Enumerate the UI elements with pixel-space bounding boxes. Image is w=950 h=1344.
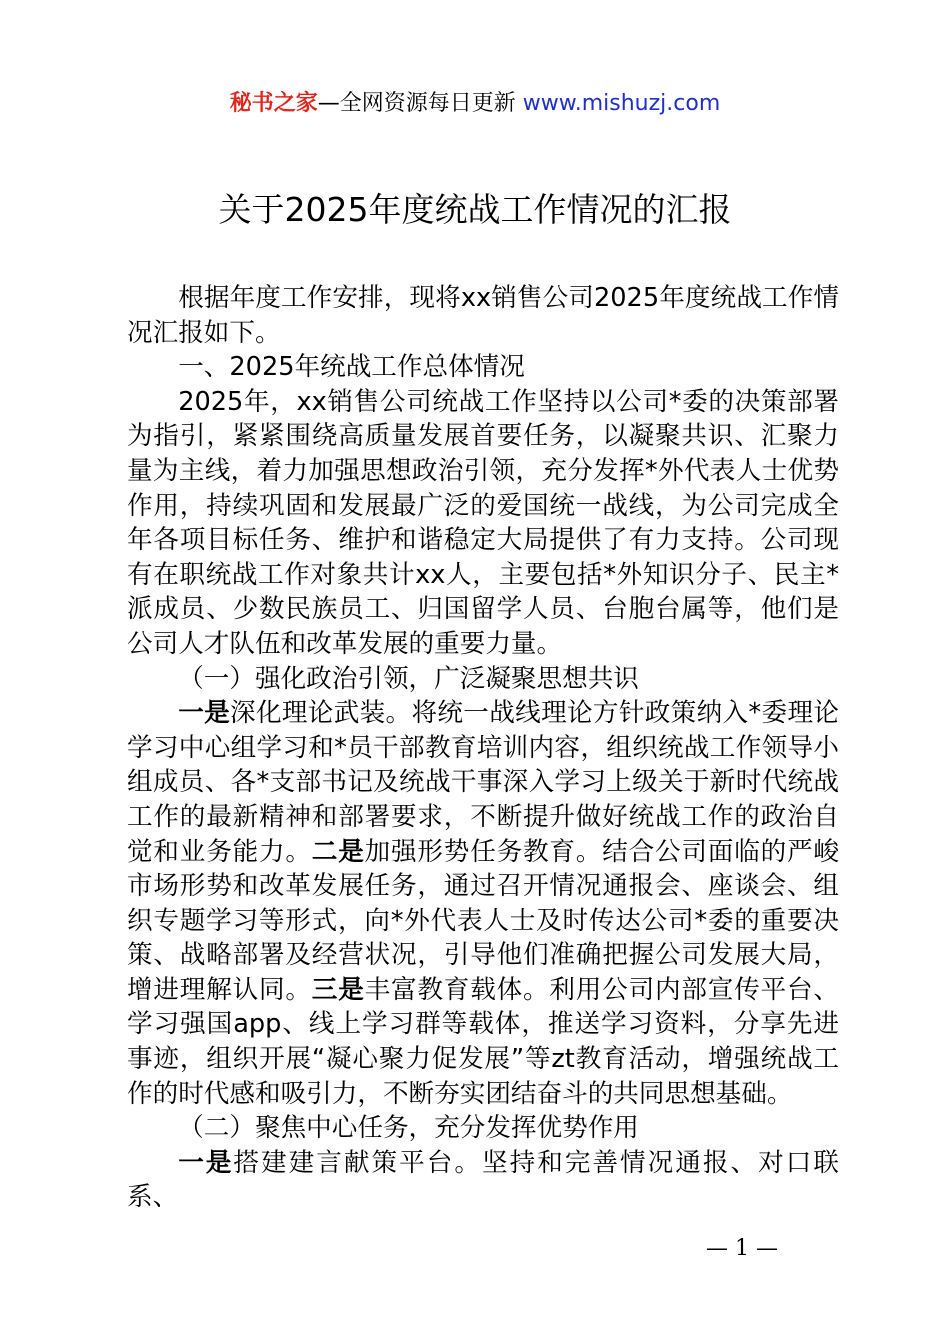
subsection-1-paragraph bbox=[127, 696, 839, 1111]
sub2-point-1-text: 搭建建言献策平台。坚持和完善情况通报、对口联系、 bbox=[127, 1147, 839, 1213]
point-3-lead: 三是 bbox=[311, 974, 365, 1005]
point-2-lead: 二是 bbox=[311, 836, 365, 867]
section-1-paragraph: 2025年，xx销售公司统战工作坚持以公司*委的决策部署为指引，紧紧围绕高质量发展首要任务，以凝聚共识、汇聚力量为主线，着力加强思想政治引领，充分发挥*外代表人士优势作用，持续巩固和发展最广泛的爱国统一战线，为公司完成全年各项目标任务、维护和谐稳定大局提供了有力支持。公司现有在职统战工作对象共计xx人，主要包括*外知识分子、民主*派成员、少数民族员工、归国留学人员、台胞台属等，他们是公司人才队伍和改革发展的重要力量。 bbox=[127, 386, 839, 659]
subsection-1-heading: （一）强化政治引领，广泛凝聚思想共识 bbox=[178, 663, 639, 694]
intro-paragraph: 根据年度工作安排，现将xx销售公司2025年度统战工作情况汇报如下。 bbox=[127, 283, 839, 348]
site-brand: 秘书之家 bbox=[229, 91, 318, 116]
document-title: 关于2025年度统战工作情况的汇报 bbox=[218, 190, 732, 229]
page-number: — 1 — bbox=[706, 1236, 778, 1261]
document-body bbox=[127, 281, 839, 1215]
point-2-text: 加强形势任务教育。结合公司面临的严峻市场形势和改革发展任务，通过召开情况通报会、座谈会、组织专题学习等形式，向*外代表人士及时传达公司*委的重要决策、战略部署及经营状况，引导他们准确把握公司发展大局，增进理解认同。 bbox=[127, 836, 839, 1005]
subsection-2-heading: （二）聚焦中心任务，充分发挥优势作用 bbox=[178, 1113, 639, 1144]
site-header bbox=[0, 88, 950, 120]
sub2-point-1-lead: 一是 bbox=[178, 1147, 234, 1178]
point-3-text: 丰富教育载体。利用公司内部宣传平台、学习强国app、线上学习群等载体，推送学习资料，分享先进事迹，组织开展“凝心聚力促发展”等zt教育活动，增强统战工作的时代感和吸引力，不断夯实团结奋斗的共同思想基础。 bbox=[127, 974, 839, 1109]
site-url-link[interactable]: www.mishuzj.com bbox=[522, 91, 721, 116]
site-tagline: —全网资源每日更新 bbox=[317, 91, 523, 116]
point-1-lead: 一是 bbox=[178, 698, 231, 729]
subsection-2-paragraph bbox=[127, 1146, 839, 1215]
section-1-heading: 一、2025年统战工作总体情况 bbox=[178, 352, 525, 383]
point-1-text: 深化理论武装。将统一战线理论方针政策纳入*委理论学习中心组学习和*员干部教育培训内容，组织统战工作领导小组成员、各*支部书记及统战干事深入学习上级关于新时代统战工作的最新精神和部署要求，不断提升做好统战工作的政治自觉和业务能力。 bbox=[127, 698, 839, 867]
